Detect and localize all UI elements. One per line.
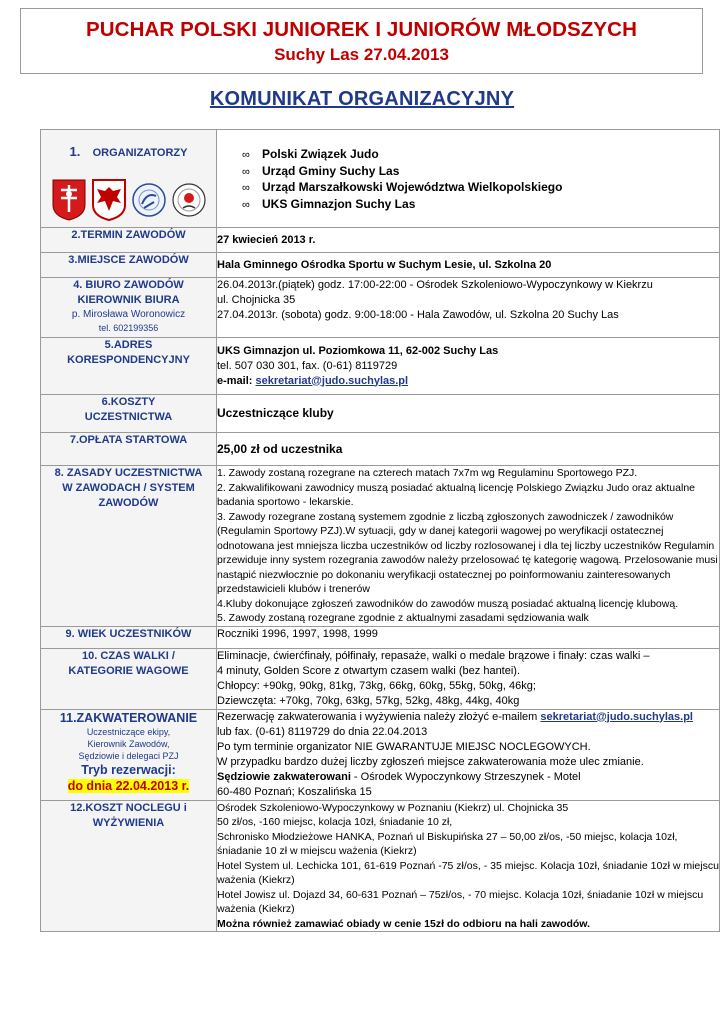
infinity-bullet-icon: ∞ (242, 198, 250, 211)
office-label-1: 4. BIURO ZAWODÓW (73, 279, 184, 291)
row-accommodation (41, 709, 720, 800)
row-organizers (41, 130, 720, 228)
reservation-deadline: do dnia 22.04.2013 r. (67, 778, 190, 793)
rules-paragraph: 5. Zawody zostaną rozegrane zgodnie z aktualnymi zasadami sędziowania walk (217, 612, 589, 624)
row-lodging-cost (41, 800, 720, 932)
row-costs (41, 395, 720, 433)
costs-value: Uczestniczące kluby (217, 395, 720, 433)
eagle-emblem-icon (91, 178, 127, 222)
fee-value: 25,00 zł od uczestnika (217, 433, 720, 466)
label-fee: 7.OPŁATA STARTOWA (41, 433, 217, 466)
rules-paragraph: 2. Zakwalifikowani zawodnicy muszą posiadać aktualną licencję Polskiego Związku Judo oraz aktualne badania sportowo - lekarskie. (217, 481, 695, 508)
label-date: 2.TERMIN ZAWODÓW (41, 228, 217, 253)
office-value (217, 278, 720, 338)
info-table (40, 129, 720, 932)
office-phone: tel. 602199356 (98, 323, 159, 333)
place-value: Hala Gminnego Ośrodka Sportu w Suchym Lesie, ul. Szkolna 20 (217, 253, 720, 278)
label-time: 10. CZAS WALKI / KATEGORIE WAGOWE (41, 648, 217, 709)
label-rules: 8. ZASADY UCZESTNICTWA W ZAWODACH / SYSTEM ZAWODÓW (41, 466, 217, 627)
infinity-bullet-icon: ∞ (242, 182, 250, 194)
document-title: PUCHAR POLSKI JUNIOREK I JUNIORÓW MŁODSZYCH (86, 18, 637, 41)
time-value: Eliminacje, ćwierćfinały, półfinały, repasaże, walki o medale brązowe i finały: czas walki – 4 minuty, Golden Score z otwartym czasem walki (bez hantei). Chłopcy: +90kg, 90kg, 81kg, 73kg, 66kg, 60kg, 55kg, 50kg, 46kg; Dziewczęta: +70kg, 70kg, 63kg, 57kg, 52kg, 48kg, 44kg, 40kg (217, 648, 720, 709)
label-place: 3.MIEJSCE ZAWODÓW (41, 253, 217, 278)
address-line-1: UKS Gimnazjon ul. Poziomkowa 11, 62-002 Suchy Las (217, 344, 499, 357)
lunch-note: Można również zamawiać obiady w cenie 15zł do odbioru na hali zawodów. (217, 917, 591, 930)
office-line: ul. Chojnicka 35 (217, 294, 296, 306)
coat-of-arms-icon (51, 178, 87, 222)
row-time (41, 648, 720, 709)
accommodation-value: Rezerwację zakwaterowania i wyżywienia należy złożyć e-mailem sekretariat@judo.suchylas.pl lub fax. (0-61) 8119729 do dnia 22.04.2013 Po tym terminie organizator NIE GWARANTUJE MIEJSC NOCLEGOWYCH. W przypadku bardzo dużej liczby zgłoszeń miejsce zakwaterowania może ulec zmianie. Sędziowie zakwaterowani - Ośrodek Wypoczynkowy Strzeszynek - Motel 60-480 Poznań; Koszalińska 15 (217, 709, 720, 800)
label-age: 9. WIEK UCZESTNIKÓW (41, 626, 217, 648)
infinity-bullet-icon: ∞ (242, 165, 250, 178)
address-value (217, 338, 720, 395)
list-item: ∞ Urząd Gminy Suchy Las (242, 164, 719, 181)
label-accommodation: 11.ZAKWATEROWANIE Uczestniczące ekipy, Kierownik Zawodów, Sędziowie i delegaci PZJ Tryb rezerwacji: do dnia 22.04.2013 r. (41, 709, 217, 800)
date-value: 27 kwiecień 2013 r. (217, 228, 720, 253)
label-lodging-cost: 12.KOSZT NOCLEGU i WYŻYWIENIA (41, 800, 217, 932)
label-organizers (41, 130, 217, 228)
row-fee (41, 433, 720, 466)
rules-paragraph: 4.Kluby dokonujące zgłoszeń zawodników do zawodów muszą posiadać aktualną licencję klubową. (217, 597, 679, 610)
section-heading: KOMUNIKAT ORGANIZACYJNY (209, 88, 515, 110)
row-age (41, 626, 720, 648)
logos-row (41, 178, 216, 222)
row-office (41, 278, 720, 338)
row-place (41, 253, 720, 278)
office-line: 27.04.2013r. (sobota) godz. 9:00-18:00 - Hala Zawodów, ul. Szkolna 20 Suchy Las (217, 309, 619, 321)
office-line: 26.04.2013r.(piątek) godz. 17:00-22:00 - Ośrodek Szkoleniowo-Wypoczynkowy w Kiekrzu (217, 279, 653, 291)
email-link[interactable]: sekretariat@judo.suchylas.pl (255, 374, 409, 387)
organizers-label: ORGANIZATORZY (92, 147, 188, 159)
label-costs: 6.KOSZTY UCZESTNICTWA (41, 395, 217, 433)
reservation-mode: Tryb rezerwacji: (81, 762, 176, 777)
sports-club-logo-icon (131, 178, 167, 222)
list-item: ∞ UKS Gimnazjon Suchy Las (242, 197, 719, 214)
address-line-2: tel. 507 030 301, fax. (0-61) 8119729 (217, 359, 398, 372)
label-address: 5.ADRES KORESPONDENCYJNY (41, 338, 217, 395)
rules-paragraph: 1. Zawody zostaną rozegrane na czterech matach 7x7m wg Regulaminu Sportowego PZJ. (217, 467, 638, 479)
address-email-row: e-mail: sekretariat@judo.suchylas.pl (217, 374, 409, 387)
office-person: p. Mirosława Woronowicz (71, 309, 186, 320)
list-item: ∞ Urząd Marszałkowski Województwa Wielkopolskiego (242, 180, 719, 197)
row-rules (41, 466, 720, 627)
infinity-bullet-icon: ∞ (242, 149, 250, 161)
rules-paragraph: 3. Zawody rozegrane zostaną systemem zgodnie z liczbą zgłoszonych zawodniczek / zawodników (Regulamin Sportowy PZJ).W sytuacji, gdy w danej kategorii wagowej po weryfikacji ostatecznej odnotowana jest mniejsza liczba uczestników od liczby rozlosowanej i dla tej liczby uczestników Regulamin przewiduje inny system rozegrania zawodów należy przelosować tę kategorię wagową. Przelosowanie musi nastąpić niezwłocznie po dokonaniu weryfikacji ostatecznej po poinformowaniu zainteresowanych przedstawicieli klubów i trenerów (217, 510, 718, 595)
row-date (41, 228, 720, 253)
rules-value (217, 466, 720, 627)
organizers-list (217, 147, 719, 213)
label-office (41, 278, 217, 338)
row-address (41, 338, 720, 395)
age-value: Roczniki 1996, 1997, 1998, 1999 (217, 626, 720, 648)
lodging-cost-value: Ośrodek Szkoleniowo-Wypoczynkowy w Poznaniu (Kiekrz) ul. Chojnicka 35 50 zł/os, -160 miejsc, kolacja 10zł, śniadanie 10 zł, Schronisko Młodzieżowe HANKA, Poznań ul Biskupińska 27 – 50,00 zł/os, -50 miejsc, kolacja 10zł, śniadanie 10 zł w miejscu ważenia (Kiekrz) Hotel System ul. Lechicka 101, 61-619 Poznań -75 zł/os, - 35 miejsc. Kolacja 10zł, śniadanie 10zł w miejscu ważenia (Kiekrz) Hotel Jowisz ul. Dojazd 34, 60-631 Poznań – 75zł/os, - 70 miejsc. Kolacja 10zł, śniadanie 10zł w miejscu ważenia (Kiekrz) Można również zamawiać obiady w cenie 15zł do odbioru na hali zawodów. (217, 801, 719, 930)
judo-association-logo-icon (171, 178, 207, 222)
organizers-number: 1. (69, 144, 81, 159)
document-subtitle: Suchy Las 27.04.2013 (274, 45, 449, 64)
email-link[interactable]: sekretariat@judo.suchylas.pl (540, 710, 693, 723)
organizers-value (217, 130, 720, 228)
list-item: ∞ Polski Związek Judo (242, 147, 719, 164)
office-label-2: KIEROWNIK BIURA (77, 294, 180, 306)
title-banner (20, 8, 703, 74)
